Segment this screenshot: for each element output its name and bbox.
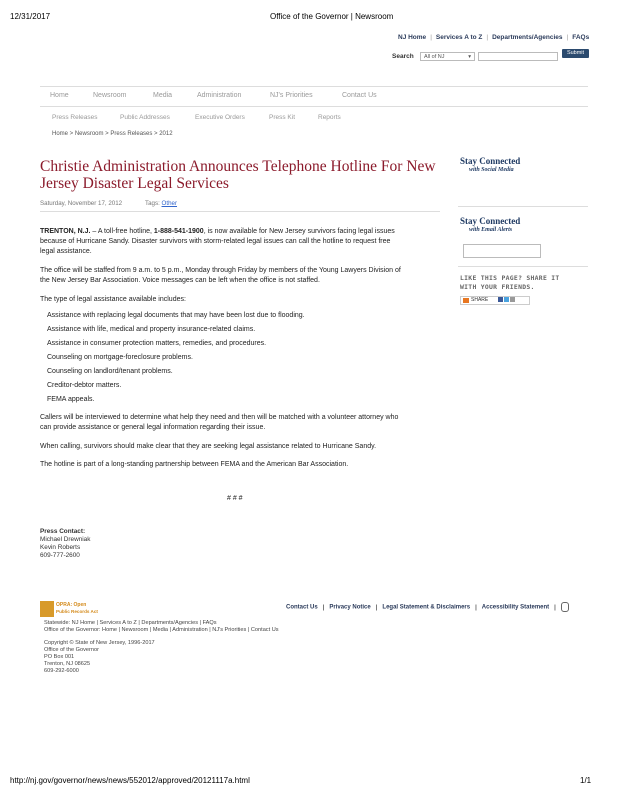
opra-logo-line-2: Public Records Act bbox=[56, 609, 98, 614]
paragraph-4 bbox=[40, 413, 450, 433]
p2-line-1: The office will be staffed from 9 a.m. to 5 p.m., Monday through Friday by members of the Young Lawyers Division of bbox=[40, 267, 401, 274]
end-mark: # # # bbox=[227, 495, 243, 502]
opra-logo-mark bbox=[40, 601, 54, 617]
top-link-departments[interactable]: Departments/Agencies bbox=[492, 34, 563, 41]
search-input[interactable] bbox=[478, 52, 558, 61]
title-line-2: Jersey Disaster Legal Services bbox=[40, 175, 229, 192]
list-item: Assistance with replacing legal documents that may have been lost due to flooding. bbox=[47, 312, 305, 319]
print-page-number: 1/1 bbox=[580, 776, 592, 785]
p4-line-2: can provide assistance or general legal information regarding their issue. bbox=[40, 424, 266, 431]
share-prompt-line-1: LIKE THIS PAGE? SHARE IT bbox=[460, 274, 560, 282]
contact-name: Kevin Roberts bbox=[40, 544, 81, 551]
paragraph-6: The hotline is part of a long-standing partnership between FEMA and the American Bar Association. bbox=[40, 461, 349, 468]
contact-phone: 609-777-2600 bbox=[40, 552, 80, 559]
p4-line-1: Callers will be interviewed to determine what help they need and then will be matched with a volunteer attorney who bbox=[40, 414, 399, 421]
facebook-icon bbox=[498, 297, 503, 302]
subnav-public-addresses[interactable]: Public Addresses bbox=[120, 114, 170, 121]
email-icon bbox=[510, 297, 515, 302]
footer-office-links[interactable]: Office of the Governor: Home | Newsroom | Media | Administration | NJ's Priorities | Contact Us bbox=[44, 627, 279, 633]
search-scope-value: All of NJ bbox=[424, 54, 445, 60]
paragraph-2 bbox=[40, 266, 450, 286]
share-prompt-line-2: WITH YOUR FRIENDS. bbox=[460, 283, 535, 291]
p1-line-3: legal assistance. bbox=[40, 248, 92, 255]
assistance-list bbox=[47, 311, 447, 409]
paragraph-5: When calling, survivors should make clear that they are seeking legal assistance related to Hurricane Sandy. bbox=[40, 443, 377, 450]
subnav-press-releases[interactable]: Press Releases bbox=[52, 114, 98, 121]
nav-contact[interactable]: Contact Us bbox=[342, 92, 377, 99]
accessibility-icon[interactable] bbox=[561, 602, 569, 612]
paragraph-1 bbox=[40, 227, 440, 257]
list-item: FEMA appeals. bbox=[47, 396, 95, 403]
nav-administration[interactable]: Administration bbox=[197, 92, 242, 99]
footer-link-privacy[interactable]: Privacy Notice bbox=[329, 604, 371, 611]
nav-priorities[interactable]: NJ's Priorities bbox=[270, 92, 313, 99]
page-title bbox=[40, 158, 440, 192]
share-icon bbox=[463, 298, 469, 303]
share-prompt bbox=[460, 274, 560, 292]
chevron-down-icon: ▾ bbox=[468, 54, 471, 60]
subnav-executive-orders[interactable]: Executive Orders bbox=[195, 114, 245, 121]
footer-link-accessibility[interactable]: Accessibility Statement bbox=[481, 604, 550, 611]
footer-copyright: Copyright © State of New Jersey, 1996-2017 bbox=[44, 640, 155, 646]
press-contact bbox=[40, 528, 90, 560]
list-item: Counseling on mortgage-foreclosure problems. bbox=[47, 354, 193, 361]
tag-link-other[interactable]: Other bbox=[161, 200, 178, 207]
list-item: Creditor-debtor matters. bbox=[47, 382, 122, 389]
breadcrumb[interactable]: Home > Newsroom > Press Releases > 2012 bbox=[52, 131, 173, 137]
share-button[interactable] bbox=[460, 296, 530, 305]
top-link-nj-home[interactable]: NJ Home bbox=[398, 34, 427, 41]
title-line-1: Christie Administration Announces Telephone Hotline For New bbox=[40, 158, 436, 175]
social-media-subtitle[interactable]: with Social Media bbox=[469, 167, 514, 173]
footer-address bbox=[44, 647, 99, 675]
address-line: Trenton, NJ 08625 bbox=[44, 661, 91, 667]
p1-text-b: , is now available for New Jersey survivors facing legal issues bbox=[203, 228, 395, 235]
address-line: Office of the Governor bbox=[44, 647, 99, 653]
search-label: Search bbox=[392, 53, 414, 60]
address-line: PO Box 001 bbox=[44, 654, 75, 660]
opra-logo-line-1: OPRA: Open bbox=[56, 602, 87, 608]
paragraph-3: The type of legal assistance available includes: bbox=[40, 296, 186, 303]
email-alerts-subtitle: with Email Alerts bbox=[469, 227, 513, 233]
press-contact-label: Press Contact: bbox=[40, 528, 86, 535]
list-item: Assistance in consumer protection matters, remedies, and procedures. bbox=[47, 340, 267, 347]
email-alerts-input[interactable] bbox=[463, 244, 541, 258]
search-scope-select[interactable] bbox=[420, 52, 475, 61]
email-alerts-title: Stay Connected bbox=[460, 216, 521, 226]
article-tags bbox=[145, 200, 177, 207]
list-item: Counseling on landlord/tenant problems. bbox=[47, 368, 173, 375]
footer-link-legal[interactable]: Legal Statement & Disclaimers bbox=[382, 604, 471, 611]
footer-statewide[interactable]: Statewide: NJ Home | Services A to Z | Departments/Agencies | FAQs bbox=[44, 620, 217, 626]
tags-label: Tags: bbox=[145, 200, 160, 207]
social-media-title: Stay Connected bbox=[460, 156, 521, 166]
top-link-services[interactable]: Services A to Z bbox=[435, 34, 483, 41]
subnav-reports[interactable]: Reports bbox=[318, 114, 341, 121]
address-line: 609-292-6000 bbox=[44, 668, 79, 674]
print-date: 12/31/2017 bbox=[10, 12, 51, 21]
footer-links: Contact Us | Privacy Notice | Legal Statement & Disclaimers | Accessibility Statement | bbox=[286, 602, 569, 612]
top-link-faqs[interactable]: FAQs bbox=[572, 34, 590, 41]
top-links: NJ Home | Services A to Z | Departments/Agencies | FAQs bbox=[398, 34, 590, 41]
p1-line-2: because of Hurricane Sandy. Disaster survivors with storm-related legal issues can call the hotline to request free bbox=[40, 238, 391, 245]
twitter-icon bbox=[504, 297, 509, 302]
share-label: SHARE bbox=[471, 297, 489, 303]
footer-link-contact[interactable]: Contact Us bbox=[286, 604, 318, 611]
hotline-number: 1-888-541-1900 bbox=[153, 228, 204, 235]
nav-media[interactable]: Media bbox=[153, 92, 173, 99]
article-date: Saturday, November 17, 2012 bbox=[40, 200, 123, 207]
print-url: http://nj.gov/governor/news/news/552012/approved/20121117a.html bbox=[10, 776, 250, 785]
opra-logo[interactable] bbox=[40, 601, 102, 617]
list-item: Assistance with life, medical and property insurance-related claims. bbox=[47, 326, 256, 333]
p1-text-a: – A toll-free hotline, bbox=[90, 228, 154, 235]
dateline: TRENTON, N.J. bbox=[40, 228, 91, 235]
subnav-press-kit[interactable]: Press Kit bbox=[269, 114, 296, 121]
print-title: Office of the Governor | Newsroom bbox=[270, 12, 394, 21]
contact-name: Michael Drewniak bbox=[40, 536, 91, 543]
p2-line-2: the New Jersey Bar Association. Voice messages can be left when the office is not staffed. bbox=[40, 277, 320, 284]
nav-home[interactable]: Home bbox=[50, 92, 69, 99]
search-submit-button[interactable]: Submit bbox=[562, 49, 589, 58]
nav-newsroom[interactable]: Newsroom bbox=[93, 92, 127, 99]
